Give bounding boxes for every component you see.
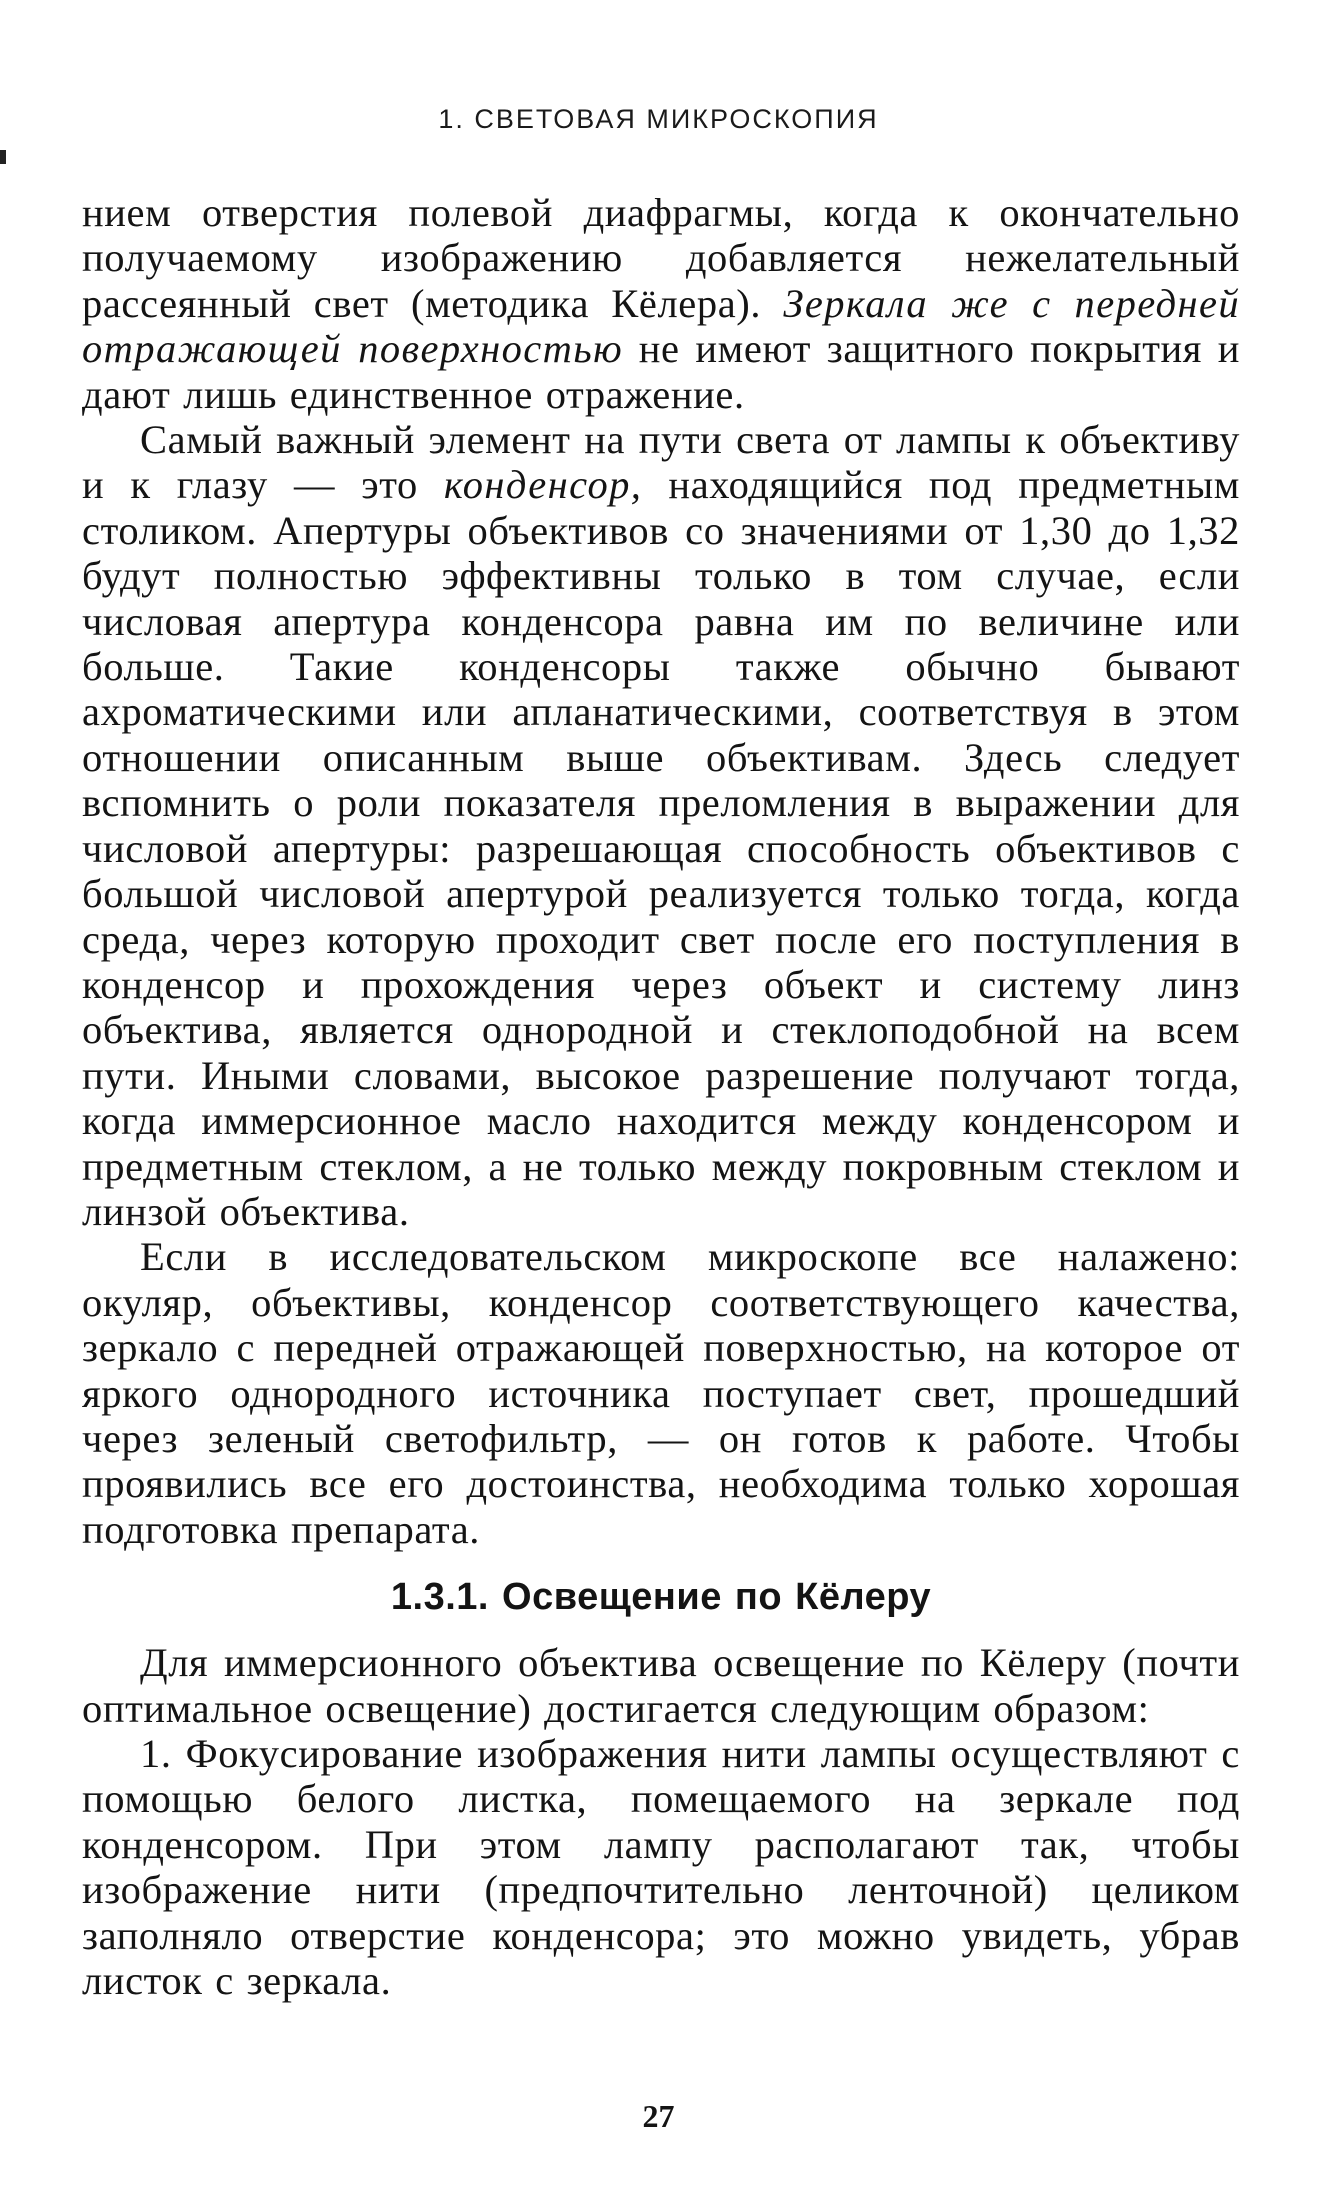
- paragraph-3: Если в исследовательском микроскопе все налажено: окуляр, объективы, конденсор соответствующего качества, зеркало с передней отражающей поверхностью, на которое от яркого однородного источника поступает свет, прошедший через зеленый светофильтр, — он готов к работе. Чтобы проявились все его достоинства, необходима только хорошая подготовка препарата.: [82, 1234, 1240, 1552]
- paragraph-2-text-b: находящийся под предметным столиком. Апертуры объективов со значениями от 1,30 до 1,32 будут полностью эффективны только в том случае, если числовая апертура конденсора равна им по величине или больше. Такие конденсоры также обычно бывают ахроматическими или апланатическими, соответствуя в этом отношении описанным выше объективам. Здесь следует вспомнить о роли показателя преломления в выражении для числовой апертуры: разрешающая способность объективов с большой числовой апертурой реализуется только тогда, когда среда, через которую проходит свет после его поступления в конденсор и прохождения через объект и систему линз объектива, является однородной и стеклоподобной на всем пути. Иными словами, высокое разрешение получают тогда, когда иммерсионное масло находится между конденсором и предметным стеклом, а не только между покровным стеклом и линзой объектива.: [82, 462, 1240, 1234]
- page-number: 27: [642, 2098, 675, 2134]
- paragraph-1-text-b: не имеют защитного покрытия и дают лишь единственное отражение.: [82, 326, 1240, 417]
- paragraph-1-text-a: нием отверстия полевой диафрагмы, когда к окончательно получаемому изображению добавляется нежелательный рассеянный свет (методика Кёлера).: [82, 190, 1240, 326]
- paragraph-4: Для иммерсионного объектива освещение по Кёлеру (почти оптимальное освещение) достигается следующим образом:: [82, 1640, 1240, 1731]
- section-heading: 1.3.1. Освещение по Кёлеру: [390, 1576, 932, 1619]
- paragraph-2-text-a: Самый важный элемент на пути света от лампы к объективу и к глазу — это: [82, 417, 1240, 508]
- paragraph-1-italic: Зеркала же с передней отражающей поверхностью: [82, 280, 1240, 372]
- running-head: 1. СВЕТОВАЯ МИКРОСКОПИЯ: [438, 104, 879, 134]
- paragraph-5: 1. Фокусирование изображения нити лампы осуществляют с помощью белого листка, помещаемого на зеркале под конденсором. При этом лампу располагают так, чтобы изображение нити (предпочтительно ленточной) целиком заполняло отверстие конденсора; это можно увидеть, убрав листок с зеркала.: [82, 1731, 1240, 2004]
- paragraph-2-italic: конденсор,: [443, 462, 643, 508]
- paragraph-2: [82, 417, 1240, 1234]
- body-text: [82, 190, 1240, 2003]
- margin-mark: [0, 150, 6, 164]
- paragraph-1: [82, 190, 1240, 417]
